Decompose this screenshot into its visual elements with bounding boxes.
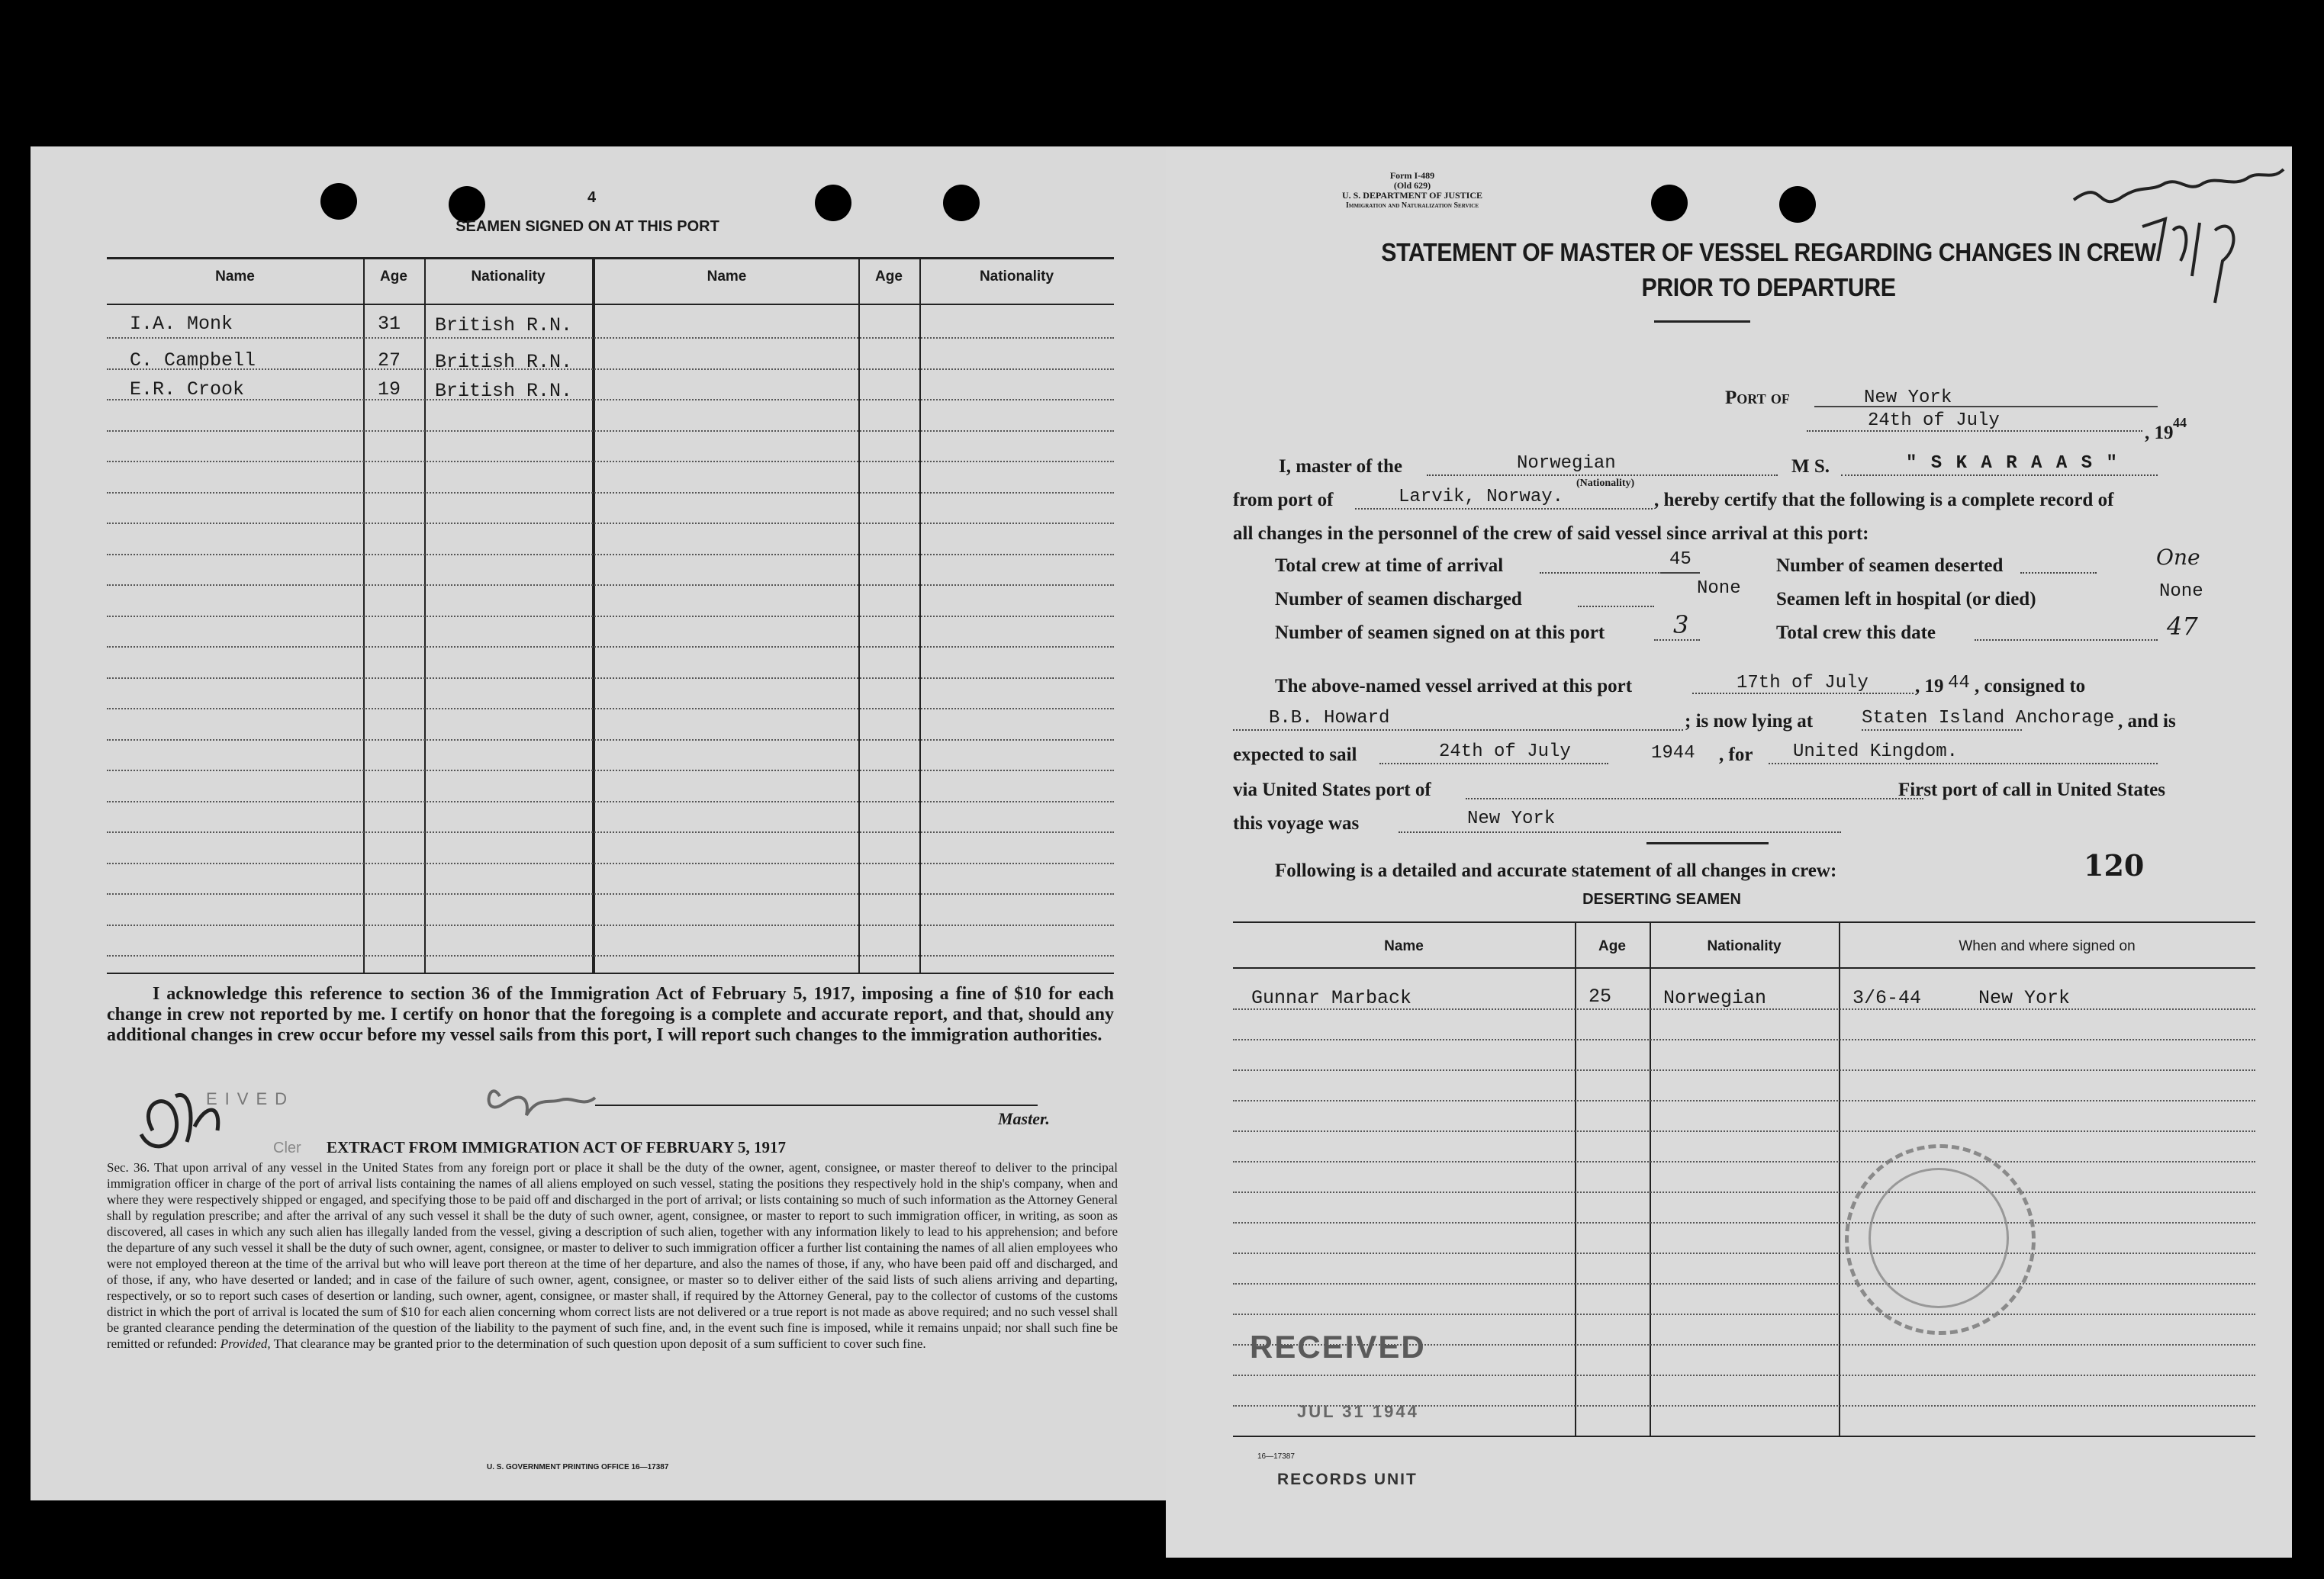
ruling-line (107, 801, 1114, 802)
table-row-nationality: British R.N. (435, 380, 573, 402)
table-row-age: 25 (1588, 986, 1612, 1008)
extract-text: That upon arrival of any vessel in the United States from any foreign port or place it shall be the duty of the owner, agent, consignee, or master thereof to deliver to the principal immigration officer in charge of the port of arrival lists containing the names of all aliens employed on such vessel, stating the positions they respectively hold in the ship's company, when and where they were respectively shipped or engaged, and specifying those to be paid off and discharged in the port of arrival; or lists containing so much of such information as the Attorney General shall by regulation prescribe; and after the arrival of any such vessel it shall be the duty of such owner, agent, consignee, or master to report to such immigration officer, in writing, as soon as discovered, all cases in which any such alien has illegally landed from the vessel, giving a description of such alien, together with any information likely to lead to his apprehension; and before the departure of any such vessel it shall be the duty of such owner, agent, consignee, or master to deliver to such immigration officer a further list containing the names of all alien employees who were not employed thereon at the time of the arrival but who will leave port thereon at the time of her departure, and also the names of those, if any, who have been paid off and discharged, and of those, if any, who have deserted or landed; and in case of the failure of such owner, agent, consignee, or master so to deliver either of the said lists of such aliens arriving and departing, respectively, or so to report such cases of desertion or landing, such owner, agent, consignee, or master shall, if required by the Attorney General, pay to the collector of customs of the customs district in which the port of arrival is located the sum of $10 for each alien concerning whom correct lists are not delivered or a true report is not made as above required; and no such vessel shall be granted clearance pending the determination of the question of the liability to the payment of such fine, and, in the event such fine is imposed, while it remains unpaid; nor shall such fine be remitted or refunded: (107, 1160, 1118, 1351)
year-prefix: , 19 (2145, 423, 2174, 443)
punch-hole (320, 183, 357, 220)
received-date: JUL 31 1944 (1297, 1402, 1419, 1421)
title-line-2: PRIOR TO DEPARTURE (1641, 273, 1896, 301)
date-value: 24th of July (1868, 410, 2000, 431)
ruling-line (1233, 1130, 2255, 1132)
stat-deserted-value: One (2156, 545, 2200, 570)
stat-discharged-value: None (1697, 578, 1741, 599)
ruling-line (1233, 1161, 2255, 1163)
table-row-name: E.R. Crook (130, 378, 245, 400)
section-title: SEAMEN SIGNED ON AT THIS PORT (455, 218, 719, 235)
stat-signed-on-value: 3 (1673, 610, 1689, 639)
port-label: Port of (1725, 388, 1790, 408)
ruling-line (1233, 1253, 2255, 1254)
col-header-age-2: Age (875, 269, 903, 285)
master-of-label: I, master of the (1279, 456, 1402, 477)
master-label: Master. (998, 1109, 1050, 1128)
ruling-line (107, 677, 1114, 679)
table-row-age: 19 (378, 378, 401, 400)
des-header-signed: When and where signed on (1959, 938, 2136, 954)
stat-hospital-value: None (2159, 581, 2203, 602)
ruling-line (107, 893, 1114, 895)
sail-year: 1944 (1651, 743, 1695, 764)
voyage-label: this voyage was (1233, 813, 1360, 834)
ruling-line (107, 646, 1114, 648)
port-value: New York (1864, 388, 1952, 408)
extract-tail: That clearance may be granted prior to the determination of such question upon deposit of a sum sufficient to cover such fine. (273, 1336, 926, 1351)
ruling-line (1233, 1069, 2255, 1071)
ruling-line (107, 399, 1114, 400)
printing-office: U. S. GOVERNMENT PRINTING OFFICE 16—17387 (487, 1463, 669, 1471)
sail-date: 24th of July (1439, 741, 1571, 762)
form-number-block (1325, 171, 1500, 211)
certify-text: , hereby certify that the following is a complete record of (1654, 490, 2114, 510)
des-header-age: Age (1598, 938, 1626, 954)
table-row-age: 27 (378, 349, 401, 371)
ruling-line (107, 863, 1114, 864)
title-line-1: STATEMENT OF MASTER OF VESSEL REGARDING CHANGES IN CREW (1381, 238, 2156, 266)
ruling-line (107, 368, 1114, 370)
department: U. S. DEPARTMENT OF JUSTICE (1341, 190, 1483, 201)
punch-hole (815, 185, 851, 221)
via-label: via United States port of (1233, 780, 1431, 800)
acknowledgement-text: I acknowledge this reference to section 36 of the Immigration Act of February 5, 1917, imposing a fine of $10 for each change in crew not reported by me. I certify on honor that the foregoing is a complete and accurate report, and that, should any additional changes in crew occur before my vessel sails from this port, I will report such changes to the immigration authorities. (107, 984, 1114, 1045)
vessel-type: M S. (1791, 456, 1830, 477)
ruling-line (1233, 1039, 2255, 1040)
form-number: Form I-489 (1389, 170, 1435, 181)
expected-label: expected to sail (1233, 744, 1357, 765)
form-title (1311, 238, 2226, 302)
circular-stamp (1845, 1144, 2036, 1335)
col-header-nationality-2: Nationality (979, 269, 1054, 285)
extract-title: EXTRACT FROM IMMIGRATION ACT OF FEBRUARY 5, 1917 (327, 1138, 787, 1156)
nationality-caption: (Nationality) (1576, 478, 1635, 489)
ruling-line (107, 770, 1114, 771)
lying-label: ; is now lying at (1685, 711, 1814, 732)
consignee-value: B.B. Howard (1269, 708, 1390, 728)
deserting-title: DESERTING SEAMEN (1582, 891, 1741, 908)
from-port-label: from port of (1233, 490, 1334, 510)
table-row-name: Gunnar Marback (1251, 987, 1412, 1009)
ruling-line (1233, 1191, 2255, 1193)
punch-hole (1651, 185, 1688, 221)
table-row-nationality: British R.N. (435, 351, 573, 373)
des-header-nationality: Nationality (1707, 938, 1782, 954)
received-stamp-left: EIVED (206, 1089, 295, 1108)
ruling-line (107, 337, 1114, 339)
page-mark: 120 (2084, 848, 2145, 883)
lying-value: Staten Island Anchorage (1862, 708, 2115, 728)
table-row-name: I.A. Monk (130, 313, 233, 335)
following-text: Following is a detailed and accurate statement of all changes in crew: (1275, 860, 1837, 881)
stat-deserted-label: Number of seamen deserted (1776, 555, 2004, 576)
page-number: 4 (587, 189, 597, 206)
master-signature-line (595, 1105, 1038, 1106)
consigned-label: , consigned to (1975, 676, 2086, 696)
stat-total-crew-value: 47 (2167, 612, 2198, 641)
year-value: 44 (2173, 415, 2187, 430)
des-header-name: Name (1384, 938, 1424, 954)
first-call-label: First port of call in United States (1898, 780, 2165, 800)
arrived-year: 44 (1948, 673, 1970, 693)
stat-total-crew-arrival-label: Total crew at time of arrival (1275, 555, 1504, 576)
ruling-line (1233, 1314, 2255, 1315)
ruling-line (107, 584, 1114, 586)
stat-hospital-label: Seamen left in hospital (or died) (1776, 589, 2036, 609)
stat-total-crew-arrival-value: 45 (1669, 549, 1691, 570)
table-row-nationality: British R.N. (435, 314, 573, 336)
ruling-line (107, 708, 1114, 709)
service: Immigration and Naturalization Service (1345, 201, 1479, 210)
col-header-name-2: Name (707, 269, 747, 285)
ruling-line (1233, 1375, 2255, 1376)
from-port-value: Larvik, Norway. (1399, 487, 1564, 507)
ruling-line (1233, 1222, 2255, 1224)
ruling-line (107, 430, 1114, 432)
destination: United Kingdom. (1793, 741, 1959, 762)
punch-hole (449, 186, 485, 223)
ruling-line (107, 616, 1114, 617)
table-row-signed: 3/6-44 New York (1852, 987, 2071, 1009)
and-is-label: , and is (2118, 711, 2176, 732)
col-header-age: Age (380, 269, 407, 285)
table-row-nationality: Norwegian (1663, 987, 1767, 1009)
records-unit: RECORDS UNIT (1277, 1471, 1418, 1488)
changes-text: all changes in the personnel of the crew of said vessel since arrival at this port: (1233, 523, 1869, 544)
table-row-age: 31 (378, 313, 401, 335)
nationality-value: Norwegian (1517, 453, 1616, 474)
arrived-year-prefix: , 19 (1915, 676, 1944, 696)
ruling-line (107, 523, 1114, 524)
stat-discharged-label: Number of seamen discharged (1275, 589, 1522, 609)
ruling-line (107, 739, 1114, 741)
table-row-name: C. Campbell (130, 349, 256, 371)
punch-hole (1779, 186, 1816, 223)
ruling-line (107, 554, 1114, 555)
ruling-line (1233, 1283, 2255, 1285)
clerk-stamp: Cler (273, 1140, 301, 1156)
punch-hole (943, 185, 980, 221)
stat-signed-on-label: Number of seamen signed on at this port (1275, 622, 1605, 643)
form-old-number: (Old 629) (1393, 180, 1431, 191)
ruling-line (1233, 1100, 2255, 1101)
sec-label: Sec. 36. (107, 1160, 150, 1175)
title-rule (1654, 320, 1750, 323)
footer-code: 16—17387 (1257, 1452, 1295, 1461)
ruling-line (107, 492, 1114, 494)
ruling-line (107, 925, 1114, 926)
provided-word: Provided, (220, 1336, 271, 1351)
stat-total-crew-label: Total crew this date (1776, 622, 1936, 643)
received-stamp: RECEIVED (1250, 1329, 1426, 1365)
ruling-line (107, 955, 1114, 957)
extract-body (107, 1159, 1118, 1352)
for-label: , for (1719, 744, 1753, 765)
ruling-line (107, 831, 1114, 833)
col-header-nationality: Nationality (471, 269, 546, 285)
right-page (1166, 146, 2292, 1558)
arrived-value: 17th of July (1737, 673, 1869, 693)
arrived-label: The above-named vessel arrived at this port (1275, 676, 1633, 696)
col-header-name: Name (215, 269, 255, 285)
vessel-name: " S K A R A A S " (1906, 453, 2119, 474)
left-page (31, 146, 1175, 1500)
section-rule (1646, 842, 1769, 844)
voyage-value: New York (1467, 809, 1556, 829)
ruling-line (107, 461, 1114, 462)
